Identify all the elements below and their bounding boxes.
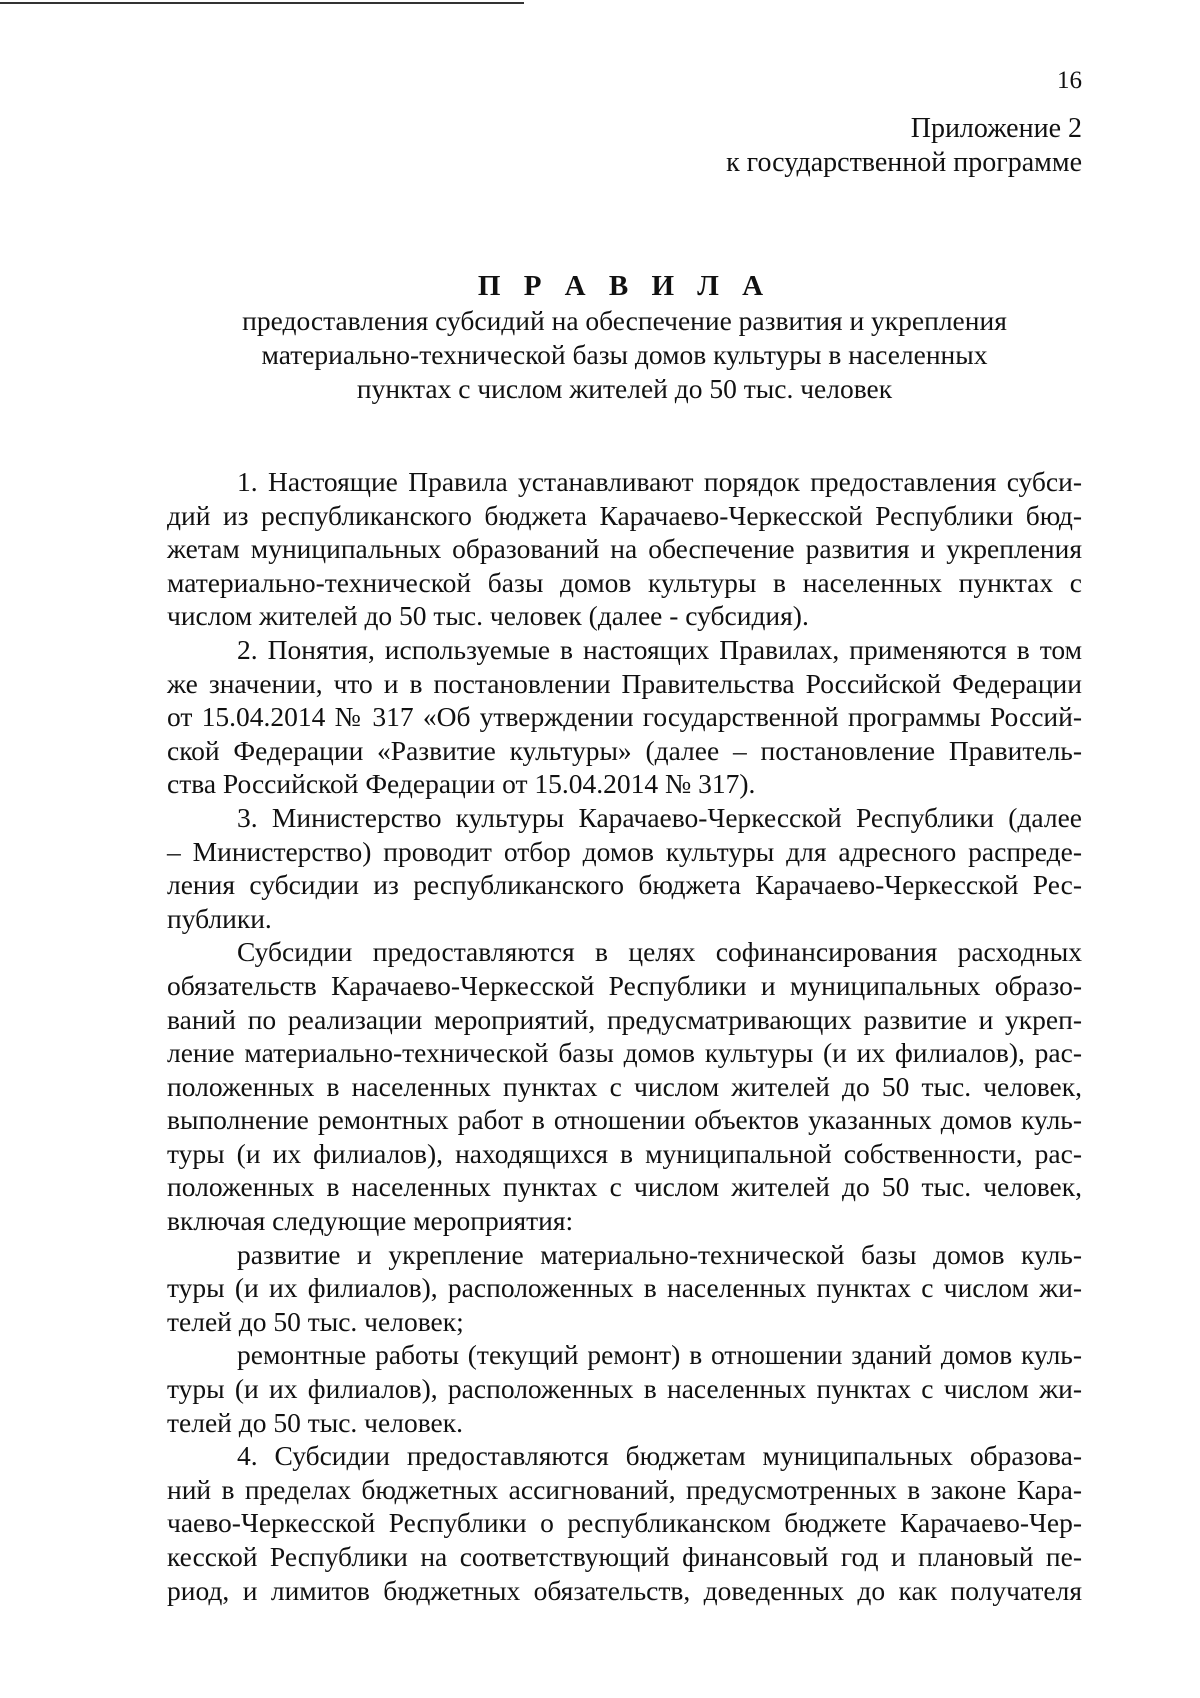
appendix-line-1: Приложение 2 bbox=[910, 113, 1082, 144]
text-line: выполнение ремонтных работ в отношении объектов указанных домов куль- bbox=[167, 1104, 1082, 1136]
text-line: публики. bbox=[167, 902, 272, 934]
paragraph-2 bbox=[167, 633, 1082, 801]
text-line: обязательств Карачаево-Черкесской Республики и муниципальных образо- bbox=[167, 969, 1082, 1001]
text-line: включая следующие мероприятия: bbox=[167, 1205, 574, 1237]
text-line: чаево-Черкесской Республики о республиканском бюджете Карачаево-Чер- bbox=[167, 1507, 1082, 1539]
text-line: ваний по реализации мероприятий, предусматривающих развитие и укреп- bbox=[167, 1003, 1082, 1035]
text-line: числом жителей до 50 тыс. человек (далее - субсидия). bbox=[167, 600, 809, 632]
paragraph-7 bbox=[167, 1439, 1082, 1607]
document-title: П Р А В И Л А bbox=[477, 270, 772, 302]
text-line: материально-технической базы домов культуры в населенных пунктах с bbox=[167, 566, 1082, 598]
text-line: 4. Субсидии предоставляются бюджетам муниципальных образова- bbox=[237, 1440, 1082, 1472]
paragraph-1 bbox=[167, 465, 1082, 633]
text-line: дий из республиканского бюджета Карачаево-Черкесской Республики бюд- bbox=[167, 499, 1082, 531]
text-line: жетам муниципальных образований на обеспечение развития и укрепления bbox=[167, 533, 1082, 565]
text-line: положенных в населенных пунктах с числом жителей до 50 тыс. человек, bbox=[167, 1070, 1082, 1102]
text-line: положенных в населенных пунктах с числом жителей до 50 тыс. человек, bbox=[167, 1171, 1082, 1203]
text-line: ремонтные работы (текущий ремонт) в отношении зданий домов куль- bbox=[237, 1339, 1082, 1371]
top-border-line bbox=[0, 2, 524, 4]
text-line: ства Российской Федерации от 15.04.2014 № 317). bbox=[167, 768, 756, 800]
paragraph-4 bbox=[167, 935, 1082, 1237]
text-line: ний в пределах бюджетных ассигнований, предусмотренных в законе Кара- bbox=[167, 1473, 1082, 1505]
document-body bbox=[167, 465, 1082, 1607]
subtitle-line: материально-технической базы домов культуры в населенных bbox=[261, 339, 988, 370]
paragraph-5 bbox=[167, 1238, 1082, 1339]
text-line: телей до 50 тыс. человек; bbox=[167, 1305, 464, 1337]
text-line: Субсидии предоставляются в целях софинансирования расходных bbox=[237, 936, 1082, 968]
text-line: от 15.04.2014 № 317 «Об утверждении государственной программы Россий- bbox=[167, 701, 1082, 733]
text-line: 2. Понятия, используемые в настоящих Правилах, применяются в том bbox=[237, 633, 1082, 665]
text-line: ление материально-технической базы домов культуры (и их филиалов), рас- bbox=[167, 1037, 1082, 1069]
text-line: 1. Настоящие Правила устанавливают порядок предоставления субси- bbox=[237, 466, 1082, 497]
text-line: 3. Министерство культуры Карачаево-Черкесской Республики (далее bbox=[237, 801, 1082, 833]
text-line: телей до 50 тыс. человек. bbox=[167, 1406, 463, 1438]
text-line: развитие и укрепление материально-технической базы домов куль- bbox=[237, 1238, 1082, 1270]
text-line: кесской Республики на соответствующий финансовый год и плановый пе- bbox=[167, 1541, 1082, 1572]
appendix-line-2: к государственной программе bbox=[726, 147, 1082, 178]
subtitle-line: пунктах с числом жителей до 50 тыс. человек bbox=[356, 373, 893, 404]
document-subtitle bbox=[167, 304, 1082, 406]
text-line: туры (и их филиалов), находящихся в муниципальной собственности, рас- bbox=[167, 1137, 1082, 1169]
text-line: – Министерство) проводит отбор домов культуры для адресного распреде- bbox=[167, 835, 1082, 867]
paragraph-6 bbox=[167, 1338, 1082, 1439]
text-line: риод, и лимитов бюджетных обязательств, доведенных до как получателя bbox=[167, 1574, 1082, 1606]
text-line: туры (и их филиалов), расположенных в населенных пунктах с числом жи- bbox=[167, 1373, 1082, 1405]
paragraph-3 bbox=[167, 801, 1082, 935]
text-line: же значении, что и в постановлении Правительства Российской Федерации bbox=[167, 667, 1082, 699]
document-heading bbox=[167, 268, 1082, 406]
text-line: ления субсидии из республиканского бюджета Карачаево-Черкесской Рес- bbox=[167, 869, 1082, 901]
text-line: ской Федерации «Развитие культуры» (далее – постановление Правитель- bbox=[167, 734, 1082, 766]
appendix-header bbox=[726, 112, 1082, 180]
text-line: туры (и их филиалов), расположенных в населенных пунктах с числом жи- bbox=[167, 1272, 1082, 1304]
page-number: 16 bbox=[1057, 67, 1082, 94]
subtitle-line: предоставления субсидий на обеспечение развития и укрепления bbox=[242, 305, 1007, 336]
